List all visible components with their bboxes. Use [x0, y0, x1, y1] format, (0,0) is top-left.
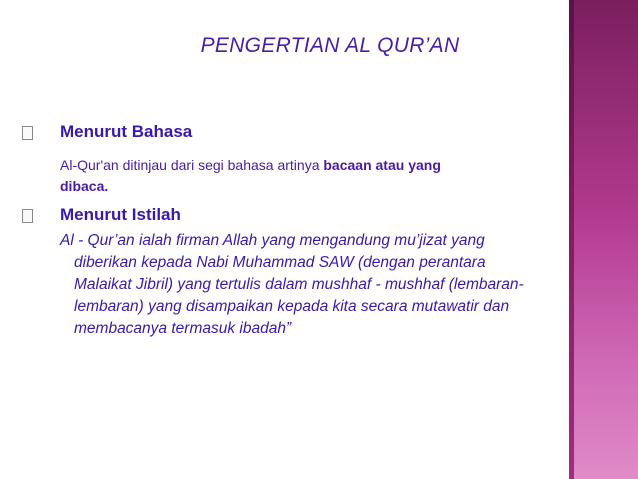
bullet-icon — [22, 126, 33, 140]
slide-title-text: PENGERTIAN AL QUR’AN — [200, 34, 460, 57]
istilah-line: Malaikat Jibril) yang tertulis dalam mushhaf - mushhaf (lembaran- — [74, 276, 524, 293]
bahasa-text-bold-1: bacaan atau yang — [323, 157, 441, 173]
section-text-bahasa — [60, 155, 560, 197]
istilah-line: Al - Qur’an ialah firman Allah yang mengandung mu’jizat yang — [60, 232, 485, 249]
bahasa-text-bold-2: dibaca. — [60, 178, 109, 194]
bahasa-text-plain: Al-Qur'an ditinjau dari segi bahasa artinya — [60, 157, 324, 173]
slide-title — [0, 34, 600, 58]
istilah-line: lembaran) yang disampaikan kepada kita secara mutawatir dan — [74, 298, 510, 315]
istilah-line: membacanya termasuk ibadah” — [74, 320, 292, 337]
section-text-istilah — [60, 230, 585, 340]
section-heading-bahasa: Menurut Bahasa — [60, 122, 193, 141]
istilah-line: diberikan kepada Nabi Muhammad SAW (dengan perantara — [74, 254, 486, 271]
section-heading-istilah: Menurut Istilah — [60, 205, 181, 224]
bullet-icon — [22, 209, 33, 223]
